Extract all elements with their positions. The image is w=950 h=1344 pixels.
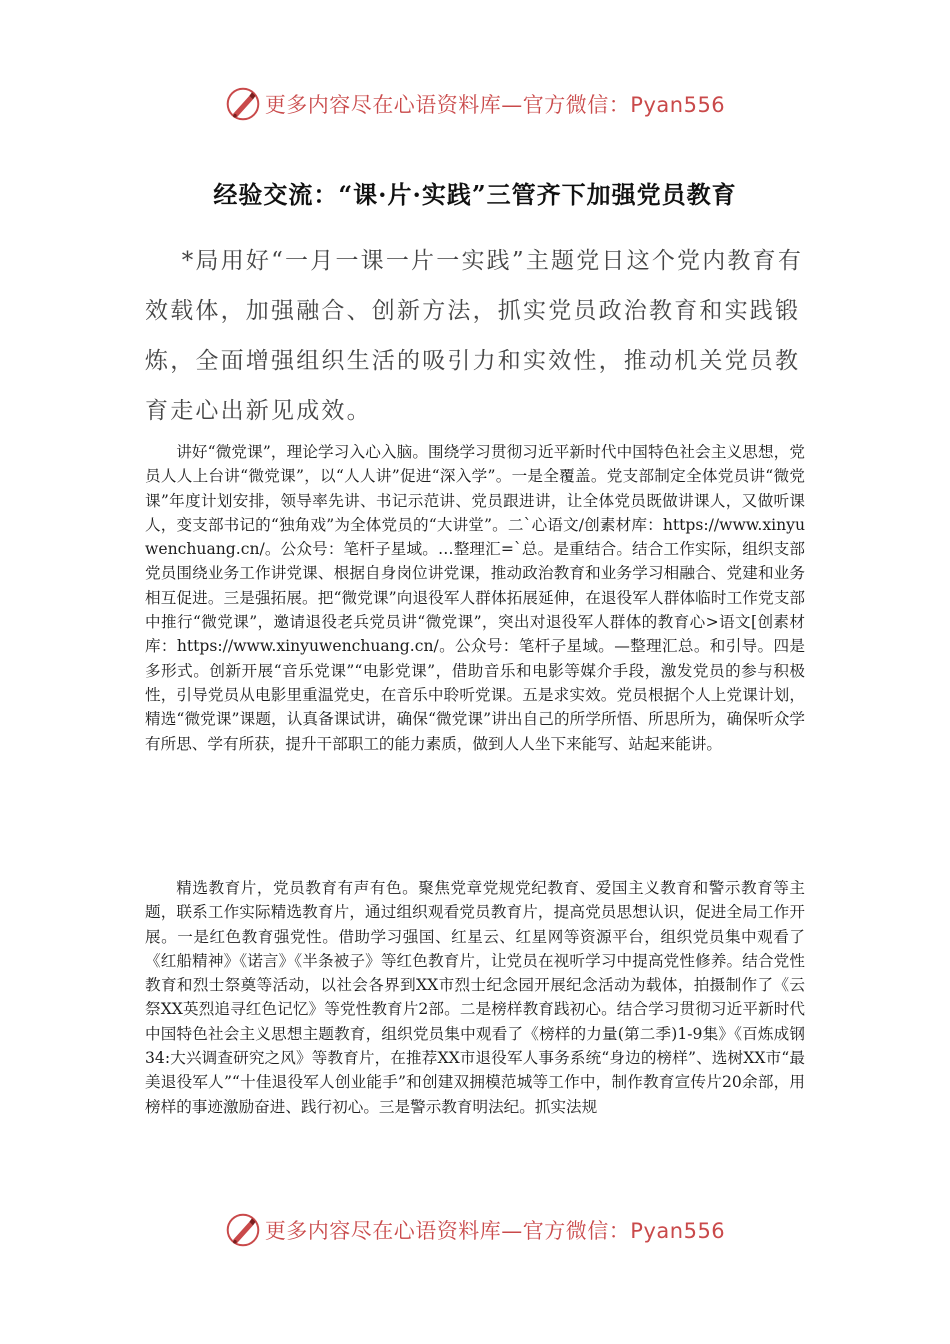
article-lead: *局用好“一月一课一片一实践”主题党日这个党内教育有效载体，加强融合、创新方法，抓实党员政治教育和实践锻炼，全面增强组织生活的吸引力和实效性，推动机关党员教育走心出新见成效。 (145, 248, 804, 424)
footer-banner (0, 1210, 950, 1250)
body-paragraph: 精选教育片，党员教育有声有色。聚焦党章党规党纪教育、爱国主义教育和警示教育等主题，联系工作实际精选教育片，通过组织观看党员教育片，提高党员思想认识，促进全局工作开展。一是红色教育强党性。借助学习强国、红星云、红星网等资源平台，组织党员集中观看了《红船精神》《诺言》《半条被子》等红色教育片，让党员在视听学习中提高党性修养。结合党性教育和烈士祭奠等活动，以社会各界到XX市烈士纪念园开展纪念活动为载体，拍摄制作了《云祭XX英烈追寻红色记忆》等党性教育片2部。二是榜样教育践初心。结合学习贯彻习近平新时代中国特色社会主义思想主题教育，组织党员集中观看了《榜样的力量(第二季)1-9集》《百炼成钢34:大兴调查研究之风》等教育片，在推荐XX市退役军人事务系统“身边的榜样”、选树XX市“最美退役军人”“十佳退役军人创业能手”和创建双拥模范城等工作中，制作教育宣传片20余部，用榜样的事迹激励奋进、践行初心。三是警示教育明法纪。抓实法规 (145, 879, 805, 1116)
header-banner (0, 84, 950, 124)
body-paragraph: 讲好“微党课”，理论学习入心入脑。围绕学习贯彻习近平新时代中国特色社会主义思想，党员人人上台讲“微党课”，以“人人讲”促进“深入学”。一是全覆盖。党支部制定全体党员讲“微党课”年度计划安排，领导率先讲、书记示范讲、党员跟进讲，让全体党员既做讲课人，又做听课人，变支部书记的“独角戏”为全体党员的“大讲堂”。二`心语文/创素材库：https://www.xinyuwenchuang.cn/。公众号：笔杆子星域。…整理汇=`总。是重结合。结合工作实际，组织支部党员围绕业务工作讲党课、根据自身岗位讲党课，推动政治教育和业务学习相融合、党建和业务相互促进。三是强拓展。把“微党课”向退役军人群体拓展延伸，在退役军人群体临时工作党支部中推行“微党课”，邀请退役老兵党员讲“微党课”，突出对退役军人群体的教育心>语文[创素材库：https://www.xinyuwenchuang.cn/。公众号：笔杆子星域。—整理汇总。和引导。四是多形式。创新开展“音乐党课”“电影党课”，借助音乐和电影等媒介手段，激发党员的参与积极性，引导党员从电影里重温党史，在音乐中聆听党课。五是求实效。党员根据个人上党课计划，精选“微党课”课题，认真备课试讲，确保“微党课”讲出自己的所学所悟、所思所为，确保听众学有所思、学有所获，提升干部职工的能力素质，做到人人坐下来能写、站起来能讲。 (145, 443, 805, 753)
pen-logo-icon (225, 1212, 261, 1248)
pen-logo-icon (225, 86, 261, 122)
header-banner-text: 更多内容尽在心语资料库—官方微信：Pyan556 (264, 93, 726, 117)
footer-banner-text: 更多内容尽在心语资料库—官方微信：Pyan556 (264, 1219, 726, 1243)
article-title: 经验交流：“课·片·实践”三管齐下加强党员教育 (213, 180, 737, 209)
